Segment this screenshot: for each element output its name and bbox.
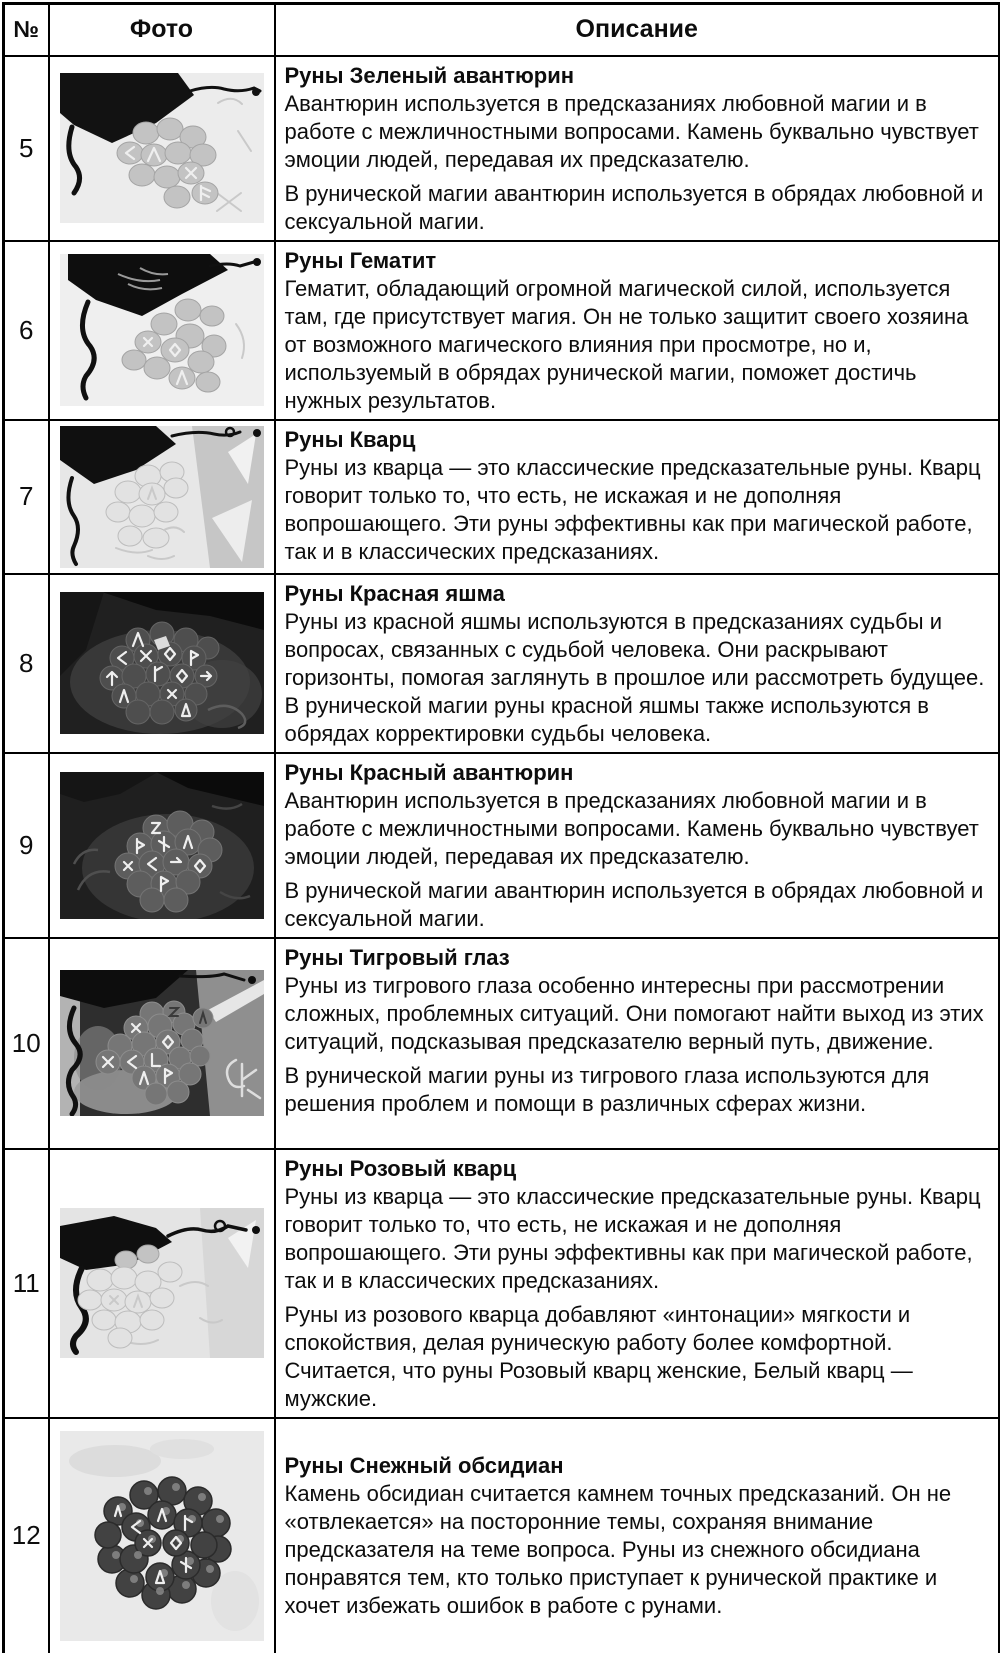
row-number: 9 [4,753,49,938]
description-paragraph: Руны из розового кварца добавляют «интонации» мягкости и спокойствия, делая руническую работу более комфортной. Считается, что руны Розовый кварц женские, Белый кварц — мужские. [284,1301,913,1411]
photo-cell [49,1149,275,1418]
rune-set-title: Руны Снежный обсидиан [284,1453,564,1479]
column-header-number: № [4,4,49,56]
row-number: 11 [4,1149,49,1418]
description-cell [275,574,1000,753]
description-cell [275,1149,1000,1418]
runes-snowflake-obsidian-photo [60,1431,264,1641]
table-row [4,1418,1000,1653]
column-header-photo: Фото [49,4,275,56]
description-paragraph: Руны из красной яшмы используются в предсказаниях судьбы и вопросах, связанных с судьбой человека. Они раскрывают горизонты, помогая заглянуть в прошлое или рассмотреть будущее. В рунической магии руны красной яшмы также используются в обрядах корректировки судьбы человека. [284,608,985,746]
rune-set-title: Руны Кварц [284,426,416,452]
photo-cell [49,574,275,753]
rune-set-title: Руны Красный авантюрин [284,759,574,785]
description-cell [275,938,1000,1149]
photo-cell [49,753,275,938]
row-number: 12 [4,1418,49,1653]
runes-tiger-eye-photo [60,970,264,1116]
description-cell [275,420,1000,574]
column-header-description: Описание [275,4,1000,56]
description-paragraph: Руны из кварца — это классические предсказательные руны. Кварц говорит только то, что есть, не искажая и не дополняя вопрошающего. Эти руны эффективны как при магической работе, так и в классических предсказаниях. [284,454,981,564]
rune-set-title: Руны Зеленый авантюрин [284,62,575,88]
description-paragraph: Гематит, обладающий огромной магической силой, используется там, где присутствует магия. Он не только защитит своего хозяина от возможного магического влияния при просмотре, но и, используемый в обрядах рунической магии, поможет достичь нужных результатов. [284,275,969,413]
table-row [4,753,1000,938]
photo-cell [49,56,275,241]
row-number: 10 [4,938,49,1149]
description-paragraph: В рунической магии руны из тигрового глаза используются для решения проблем и помощи в различных сферах жизни. [284,1062,930,1116]
runes-red-aventurine-photo [60,772,264,919]
description-cell [275,1418,1000,1653]
table-row [4,420,1000,574]
runes-green-aventurine-photo [60,73,264,223]
rune-set-title: Руны Гематит [284,247,437,273]
row-number: 8 [4,574,49,753]
photo-cell [49,241,275,420]
description-paragraph: Камень обсидиан считается камнем точных предсказаний. Он не «отвлекается» на посторонние темы, сохраняя внимание предсказателя на теме вопроса. Руны из снежного обсидиана понравятся тем, кто только приступает к рунической практике и хочет избежать ошибок в работе с рунами. [284,1481,952,1619]
description-cell [275,753,1000,938]
table-row [4,1149,1000,1418]
runes-rose-quartz-photo [60,1208,264,1358]
photo-cell [49,420,275,574]
row-number: 6 [4,241,49,420]
rune-set-title: Руны Красная яшма [284,580,505,606]
table-row [4,574,1000,753]
runes-hematite-photo [60,254,264,406]
rune-set-title: Руны Тигровый глаз [284,944,510,970]
photo-cell [49,1418,275,1653]
description-paragraph: Авантюрин используется в предсказаниях любовной магии и в работе с межличностными вопросами. Камень буквально чувствует эмоции людей, передавая их предсказателю. [284,787,979,869]
description-paragraph: Руны из кварца — это классические предсказательные руны. Кварц говорит только то, что есть, не искажая и не дополняя вопрошающего. Эти руны эффективны как при магической работе, так и в классических предсказаниях. [284,1183,981,1293]
description-paragraph: Руны из тигрового глаза особенно интересны при рассмотрении сложных, проблемных ситуаций. Они помогают найти выход из этих ситуаций, подсказывая предсказателю верный путь, движение. [284,972,984,1054]
photo-cell [49,938,275,1149]
runes-table [2,2,1000,1653]
description-cell [275,241,1000,420]
description-paragraph: Авантюрин используется в предсказаниях любовной магии и в работе с межличностными вопросами. Камень буквально чувствует эмоции людей, передавая их предсказателю. [284,90,979,172]
runes-quartz-photo [60,426,264,568]
row-number: 5 [4,56,49,241]
runes-red-jasper-photo [60,592,264,734]
table-row [4,241,1000,420]
table-row [4,56,1000,241]
rune-set-title: Руны Розовый кварц [284,1155,517,1181]
description-paragraph: В рунической магии авантюрин используется в обрядах любовной и сексуальной магии. [284,180,984,234]
table-row [4,938,1000,1149]
row-number: 7 [4,420,49,574]
description-cell [275,56,1000,241]
table-header-row [4,4,1000,56]
description-paragraph: В рунической магии авантюрин используется в обрядах любовной и сексуальной магии. [284,877,984,931]
